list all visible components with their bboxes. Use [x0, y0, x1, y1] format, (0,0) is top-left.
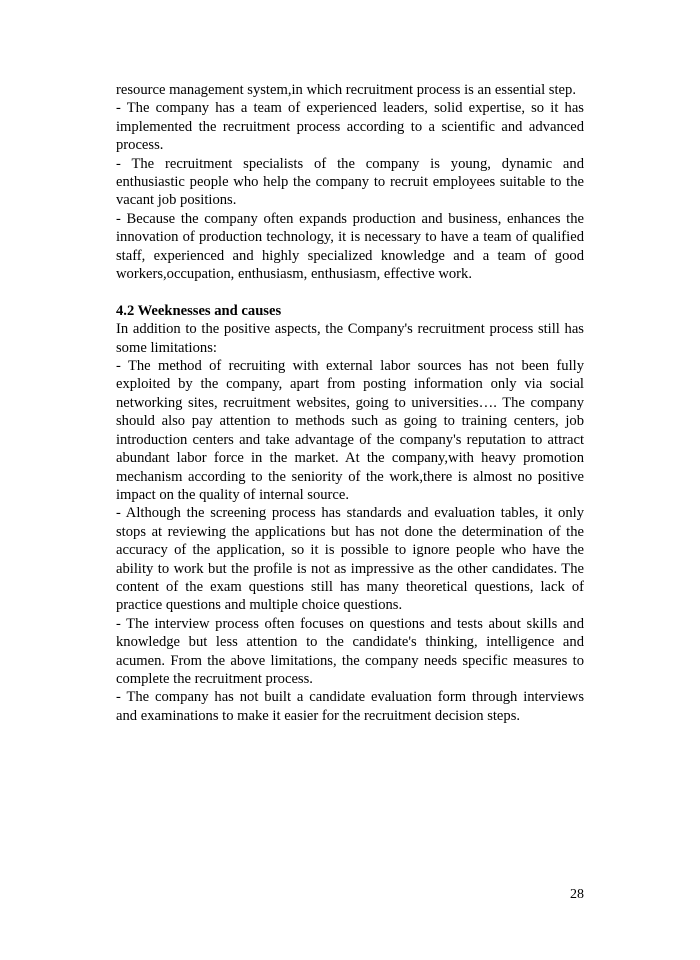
paragraph-screening-process: - Although the screening process has standards and evaluation tables, it only stops at reviewing the applications but has not done the determination of the accuracy of the application, so it is possible to ignore people who have the ability to work but the profile is not as impressive as the other candidates. The content of the exam questions still has many theoretical questions, lack of practice questions and multiple choice questions. — [116, 505, 584, 614]
paragraph-evaluation-form: - The company has not built a candidate evaluation form through interviews and examinations to make it easier for the recruitment decision steps. — [116, 689, 584, 724]
paragraph-hr-system: resource management system,in which recruitment process is an essential step. — [116, 82, 576, 98]
paragraph-limitations-intro: In addition to the positive aspects, the Company's recruitment process still has some limitations: — [116, 321, 584, 356]
paragraph-recruitment-specialists: - The recruitment specialists of the company is young, dynamic and enthusiastic people who help the company to recruit employees suitable to the vacant job positions. — [116, 155, 584, 209]
paragraph-production-expansion: - Because the company often expands production and business, enhances the innovation of production technology, it is necessary to have a team of qualified staff, experienced and highly specialized knowledge and a team of good workers,occupation, enthusiasm, enthusiasm, effective work. — [116, 210, 584, 283]
paragraph-spacer — [116, 283, 584, 301]
page-number: 28 — [570, 887, 584, 902]
section-heading: 4.2 Weeknesses and causes — [116, 302, 282, 319]
page-body — [116, 81, 584, 725]
paragraph-interview-process: - The interview process often focuses on questions and tests about skills and knowledge but less attention to the candidate's thinking, intelligence and acumen. From the above limitations, the company needs specific measures to complete the recruitment process. — [116, 615, 584, 687]
paragraph-external-labor-sources: - The method of recruiting with external labor sources has not been fully exploited by the company, apart from posting information only via social networking sites, recruitment websites, going to universities…. The company should also pay attention to methods such as going to training centers, job introduction centers and take advantage of the company's reputation to attract abundant labor force in the market. At the company,with heavy promotion mechanism according to the seniority of the work,there is almost no positive impact on the quality of internal source. — [116, 358, 584, 503]
paragraph-experienced-leaders: - The company has a team of experienced leaders, solid expertise, so it has implemented the recruitment process according to a scientific and advanced process. — [116, 100, 584, 154]
